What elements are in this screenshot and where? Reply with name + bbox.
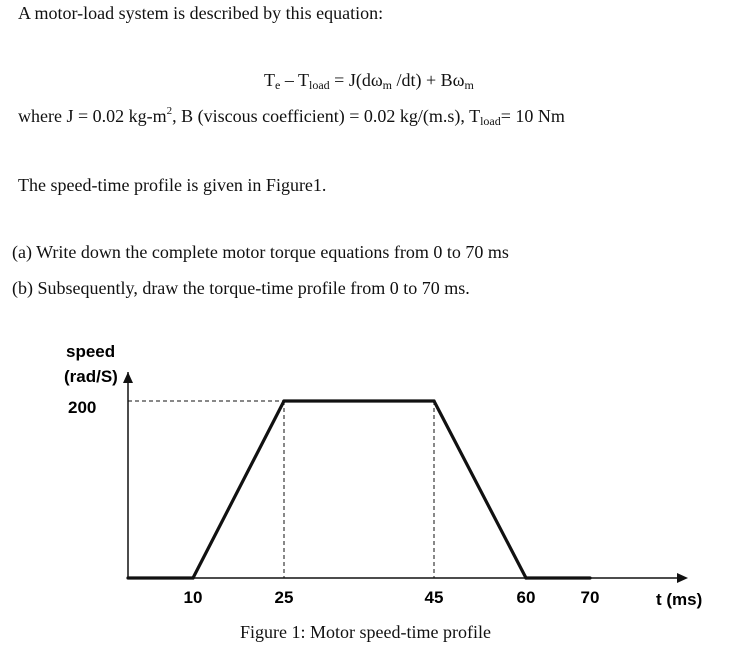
question-a: (a) Write down the complete motor torque equations from 0 to 70 ms [12,242,509,262]
question-b: (b) Subsequently, draw the torque-time profile from 0 to 70 ms. [12,278,470,298]
y-axis-arrow [123,372,133,383]
x-tick-label-45: 45 [424,588,444,607]
motor-equation: $T_e - T_{load} = J(d\omega_m$ $/dt) + B\omega_m$ [264,70,474,92]
profile-reference-text: The speed-time profile is given in Figure1. [18,175,327,195]
y-axis-label-line2: (rad/S) [64,367,118,386]
x-axis-label: t (ms) [656,590,703,609]
parameters-line: where J = 0.02 $kg-m^2$, B (viscous coefficient) = 0.02 kg/(m.s), $T_{load}= 10$ Nm [18,105,565,128]
intro-text: A motor-load system is described by this equation: [18,3,384,23]
x-tick-labels [184,588,600,607]
y-axis-label-line1: speed [66,342,116,361]
guide-lines [128,401,434,578]
x-tick-label-10: 10 [183,588,203,607]
x-axis-arrow [677,573,688,583]
speed-series [128,401,590,578]
speed-segment [434,401,526,578]
x-tick-label-25: 25 [274,588,294,607]
y-tick-label-200: 200 [68,398,97,417]
figure-caption: Figure 1: Motor speed-time profile [240,622,491,642]
speed-segment [193,401,284,578]
x-tick-label-70: 70 [580,588,600,607]
x-tick-label-60: 60 [516,588,536,607]
